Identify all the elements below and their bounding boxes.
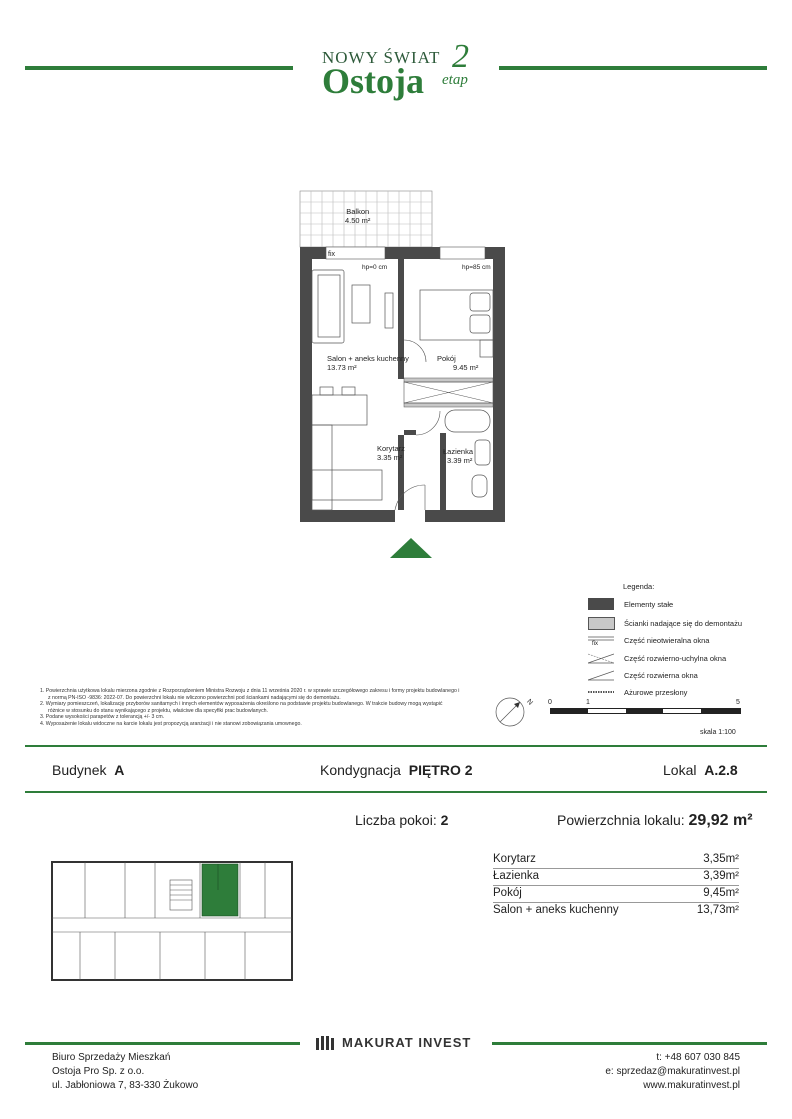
logo-etap-word: etap <box>442 72 468 88</box>
highlighted-apartment <box>202 864 238 916</box>
footer-line: Ostoja Pro Sp. z o.o. <box>52 1066 145 1077</box>
scale-bar-seg <box>551 709 588 713</box>
legend-label: Ażurowe przesłony <box>624 688 688 697</box>
legend-swatch-partition <box>588 617 615 630</box>
room-lazienka-area: 3.39 m² <box>447 456 473 465</box>
kondygnacja <box>320 762 473 778</box>
powierzchnia-value: 29,92 m² <box>688 812 753 829</box>
room-pokoj-name: Pokój <box>437 354 456 363</box>
brand <box>316 1035 471 1050</box>
compass-n: N <box>525 698 534 707</box>
budynek-value: A <box>114 762 125 778</box>
brand-name: MAKURAT INVEST <box>342 1035 472 1050</box>
area-row <box>493 886 739 903</box>
header-rule-left <box>25 66 293 70</box>
legend-label: Elementy stałe <box>624 600 674 609</box>
legend-title: Legenda: <box>623 582 655 591</box>
area-value: 3,39m² <box>703 870 739 882</box>
footer-email[interactable]: e: sprzedaz@makuratinvest.pl <box>605 1066 740 1077</box>
casement-window-icon <box>588 669 614 681</box>
scale-bar-seg <box>626 709 663 713</box>
pokoje-label: Liczba pokoi: <box>355 812 437 828</box>
notes <box>40 688 460 728</box>
room-korytarz-area: 3.35 m² <box>377 453 403 462</box>
room-balkon-area: 4.50 m² <box>345 216 371 225</box>
screen-icon <box>588 687 614 697</box>
area-value: 3,35m² <box>703 853 739 865</box>
note-item: 4. Wyposażenie lokalu widoczne na karcie lokalu jest propozycją aranżacji i nie stanowi zobowiązania umownego. <box>40 720 302 727</box>
footer-phone: t: +48 607 030 845 <box>656 1052 740 1063</box>
walls <box>300 247 505 522</box>
legend-swatch-wall <box>588 598 614 610</box>
logo-main-text: Ostoja <box>322 61 424 101</box>
logo-etap-number: 2 <box>452 38 469 75</box>
kondygnacja-label: Kondygnacja <box>320 762 401 778</box>
budynek-label: Budynek <box>52 762 107 778</box>
area-name: Korytarz <box>493 853 536 865</box>
area-name: Pokój <box>493 887 522 899</box>
room-salon-area: 13.73 m² <box>327 363 357 372</box>
area-row <box>493 869 739 886</box>
note-item: 2. Wymiary pomieszczeń, lokalizację przyborów sanitarnych i innych elementów wyposażenia określono na podstawie projektu budowlanego. W trakcie budowy mogą wystąpić różnice w stosunku do stanu wynikającego z projektu, właściwe dla specyfiki prac budowlanych. <box>40 701 443 714</box>
building-key-plan <box>50 860 295 982</box>
footer-line: ul. Jabłoniowa 7, 83-330 Żukowo <box>52 1080 199 1091</box>
scale-tick-5: 5 <box>736 699 740 706</box>
note-item: 1. Powierzchnia użytkowa lokalu mierzona zgodnie z Rozporządzeniem Ministra Rozwoju z dnia 11 września 2020 r. w sprawie szczegółowego zakresu i formy projektu budowlanego i z normą PN-ISO -9836: 2022-07. Do powierzchni lokalu nie wliczono powierzchni pod ściankami nadającymi się do demontażu. <box>40 688 460 701</box>
kondygnacja-value: PIĘTRO 2 <box>408 762 473 778</box>
legend-fix-sub: fix <box>592 641 598 647</box>
scale-label: skala 1:100 <box>700 729 736 736</box>
makurat-logo-icon <box>316 1036 336 1050</box>
room-balkon <box>345 207 370 225</box>
hp-left: hp=0 cm <box>362 264 388 271</box>
room-pokoj <box>437 354 478 372</box>
room-lazienka <box>443 447 473 465</box>
lokal <box>663 762 738 778</box>
lokal-label: Lokal <box>663 762 697 778</box>
fix-label: fix <box>328 251 335 258</box>
scale-tick-0: 0 <box>548 699 552 706</box>
footer-rule-left <box>25 1042 300 1045</box>
powierzchnia-label: Powierzchnia lokalu: <box>557 812 685 828</box>
room-balkon-name: Balkon <box>346 207 370 216</box>
legend-label: Część nieotwieralna okna <box>624 636 710 645</box>
area-value: 9,45m² <box>703 887 739 899</box>
footer-website[interactable]: www.makuratinvest.pl <box>643 1080 740 1091</box>
scale-tick-1: 1 <box>586 699 590 706</box>
info-bottom-rule <box>25 791 767 793</box>
legend-label: Ścianki nadające się do demontażu <box>624 619 742 628</box>
note-item: 3. Podane wysokości parapetów z tolerancją +/- 3 cm. <box>40 714 165 721</box>
room-korytarz <box>377 444 405 462</box>
area-row <box>493 852 739 869</box>
room-salon <box>327 354 409 372</box>
footer-address <box>52 1051 198 1093</box>
header-rule-right <box>499 66 767 70</box>
tilt-window-icon <box>588 652 614 664</box>
room-lazienka-name: Łazienka <box>443 447 474 456</box>
footer-rule-right <box>492 1042 767 1045</box>
area-value: 13,73m² <box>696 904 739 916</box>
entrance-arrow-icon <box>390 538 432 558</box>
scale-bar <box>550 708 741 714</box>
area-row <box>493 903 739 919</box>
area-name: Salon + aneks kuchenny <box>493 904 619 916</box>
footer-line: Biuro Sprzedaży Mieszkań <box>52 1052 171 1063</box>
footer-contact <box>605 1051 740 1093</box>
room-salon-name: Salon + aneks kuchenny <box>327 354 409 363</box>
legend-label: Część rozwierna okna <box>624 671 698 680</box>
budynek <box>52 762 124 778</box>
liczba-pokoi <box>355 812 448 828</box>
lokal-value: A.2.8 <box>704 762 738 778</box>
room-korytarz-name: Korytarz <box>377 444 405 453</box>
logo-top-text: NOWY ŚWIAT <box>322 48 441 67</box>
areas-table <box>493 852 739 919</box>
hp-right: hp=85 cm <box>462 264 491 271</box>
powierzchnia <box>557 812 753 830</box>
area-name: Łazienka <box>493 870 540 882</box>
scale-bar-seg <box>701 709 740 713</box>
legend-label: Część rozwierno-uchylna okna <box>624 654 727 663</box>
info-top-rule <box>25 745 767 747</box>
pokoje-value: 2 <box>440 812 449 828</box>
room-pokoj-area: 9.45 m² <box>453 363 479 372</box>
